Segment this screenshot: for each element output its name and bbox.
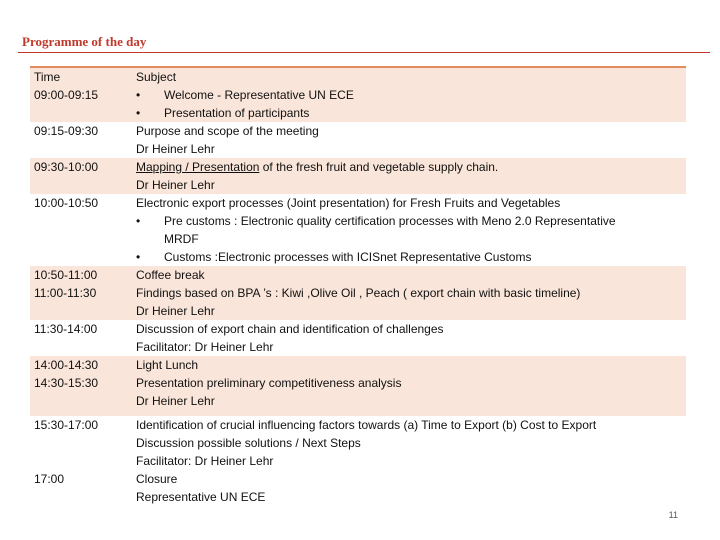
row-time: 15:30-17:00 [34,418,99,432]
table-row [30,266,686,320]
bullet-item: • Pre customs : Electronic quality certification processes with Meno 2.0 Representative MRDF [136,214,616,246]
table-header-row [30,68,686,86]
table-row [30,356,686,410]
row-time: 10:50-11:00 11:00-11:30 [34,268,98,300]
row-time: 17:00 [34,472,65,486]
header-subject: Subject [136,70,177,84]
row-time: 14:00-14:30 14:30-15:30 [34,358,99,390]
table-row [30,470,686,506]
page-title: Programme of the day [22,34,147,49]
row-subject: Discussion of export chain and identification of challenges Facilitator: Dr Heiner Lehr [136,322,444,354]
row-subject: Mapping / Presentation of the fresh fruit and vegetable supply chain. Dr Heiner Lehr [136,160,499,192]
bullet-icon: • [136,250,141,264]
row-subject: Coffee break Findings based on BPA ’s : Kiwi ,Olive Oil , Peach ( export chain with basic timeline) Dr Heiner Lehr [136,268,581,318]
row-time: 10:00-10:50 [34,196,99,210]
bullet-item: • Customs :Electronic processes with ICISnet Representative Customs [136,250,532,264]
row-subject: Purpose and scope of the meeting Dr Heiner Lehr [136,124,319,156]
table-row [30,194,686,266]
table-row [30,122,686,158]
row-time: 09:00-09:15 [34,88,99,102]
row-subject [136,86,686,122]
table-row [30,86,686,122]
bullet-icon: • [136,106,141,120]
bullet-item: • Welcome - Representative UN ECE [136,88,354,102]
row-subject: Identification of crucial influencing factors towards (a) Time to Export (b) Cost to Export Discussion possible solutions / Next Steps Facilitator: Dr Heiner Lehr [136,418,597,468]
row-subject: Closure Representative UN ECE [136,472,266,504]
row-subject: Light Lunch Presentation preliminary competitiveness analysis Dr Heiner Lehr [136,358,402,408]
row-time: 09:30-10:00 [34,160,99,174]
row-time: 09:15-09:30 [34,124,99,138]
row-subject: Electronic export processes (Joint presentation) for Fresh Fruits and Vegetables • Pre customs : Electronic quality certification processes with Meno 2.0 Representative MRDF • Customs :Electronic processes with ICISnet Representative Customs [136,194,686,266]
table-row [30,416,686,470]
table-row [30,158,686,194]
bullet-icon: • [136,88,141,102]
row-time: 11:30-14:00 [34,322,98,336]
header-time: Time [34,70,61,84]
bullet-item: • Presentation of participants [136,106,310,120]
table-row [30,320,686,356]
page-number: 11 [668,510,678,520]
title-divider [18,52,710,53]
bullet-icon: • [136,214,141,228]
programme-table [30,66,686,506]
